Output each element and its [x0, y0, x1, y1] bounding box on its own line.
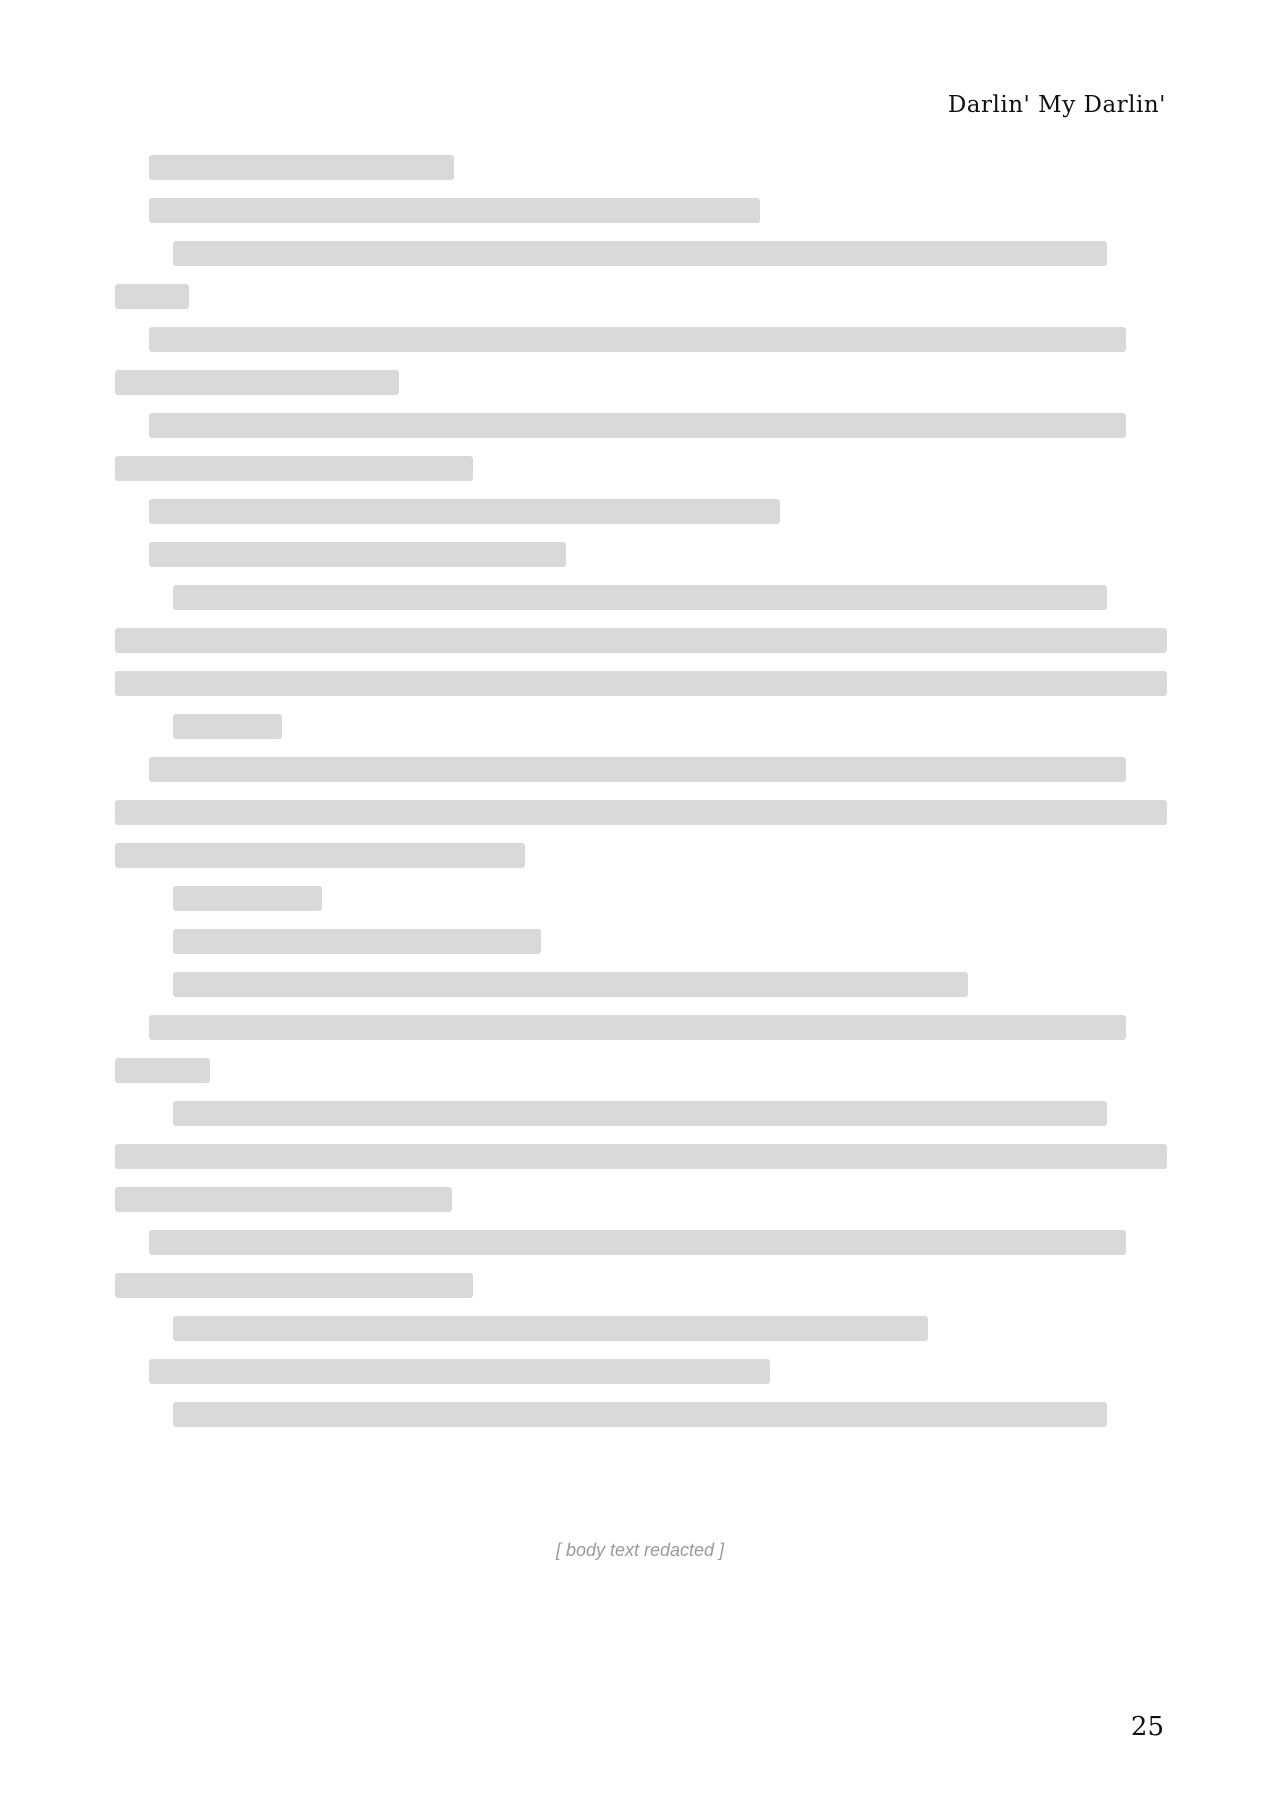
redacted-text-bar [149, 1359, 770, 1384]
redacted-text-line [115, 1393, 1167, 1436]
body-text-block [115, 146, 1167, 1436]
redacted-text-bar [115, 1144, 1167, 1169]
redacted-text-bar [149, 198, 760, 223]
redacted-text-line [115, 619, 1167, 662]
redacted-text-line [115, 1307, 1167, 1350]
redacted-text-line [115, 791, 1167, 834]
redacted-text-line [115, 189, 1167, 232]
redacted-text-line [115, 1178, 1167, 1221]
redacted-text-line [115, 447, 1167, 490]
redacted-text-line [115, 877, 1167, 920]
redacted-text-line [115, 662, 1167, 705]
redacted-text-line [115, 834, 1167, 877]
redacted-text-bar [149, 1230, 1126, 1255]
redacted-text-bar [149, 155, 454, 180]
redacted-text-bar [173, 714, 282, 739]
redacted-text-bar [149, 542, 566, 567]
redacted-text-bar [115, 1187, 452, 1212]
redacted-text-line [115, 748, 1167, 791]
redacted-text-bar [173, 1101, 1107, 1126]
redacted-text-line [115, 490, 1167, 533]
redacted-text-bar [149, 413, 1126, 438]
redacted-text-line [115, 361, 1167, 404]
redacted-text-line [115, 920, 1167, 963]
redacted-text-bar [115, 284, 189, 309]
redacted-text-bar [115, 671, 1167, 696]
redaction-notice: [ body text redacted ] [555, 1540, 725, 1560]
redacted-text-bar [173, 972, 968, 997]
redacted-text-bar [173, 929, 541, 954]
redacted-text-bar [149, 757, 1126, 782]
redacted-text-line [115, 146, 1167, 189]
redacted-text-bar [149, 499, 780, 524]
redacted-text-line [115, 1092, 1167, 1135]
redacted-text-line [115, 404, 1167, 447]
redacted-text-bar [115, 1058, 210, 1083]
redacted-text-bar [115, 370, 399, 395]
page-number: 25 [1130, 1712, 1164, 1742]
redacted-text-bar [173, 1316, 928, 1341]
redacted-text-bar [149, 1015, 1126, 1040]
redacted-text-line [115, 576, 1167, 619]
redacted-text-bar [115, 628, 1167, 653]
redacted-text-line [115, 318, 1167, 361]
redacted-text-line [115, 1221, 1167, 1264]
redacted-text-bar [173, 241, 1107, 266]
redacted-text-line [115, 705, 1167, 748]
redacted-text-bar [115, 843, 525, 868]
redacted-text-line [115, 533, 1167, 576]
redacted-text-line [115, 1135, 1167, 1178]
redacted-text-bar [173, 886, 322, 911]
redacted-text-line [115, 275, 1167, 318]
redacted-text-bar [115, 1273, 473, 1298]
redacted-text-line [115, 1049, 1167, 1092]
redacted-text-line [115, 232, 1167, 275]
redacted-text-bar [149, 327, 1126, 352]
redacted-text-bar [115, 800, 1167, 825]
redacted-text-line [115, 1350, 1167, 1393]
redacted-text-bar [173, 585, 1107, 610]
redacted-text-bar [173, 1402, 1107, 1427]
redacted-text-line [115, 963, 1167, 1006]
redacted-text-line [115, 1264, 1167, 1307]
running-header-title: Darlin' My Darlin' [947, 92, 1166, 118]
redacted-text-line [115, 1006, 1167, 1049]
redacted-text-bar [115, 456, 473, 481]
